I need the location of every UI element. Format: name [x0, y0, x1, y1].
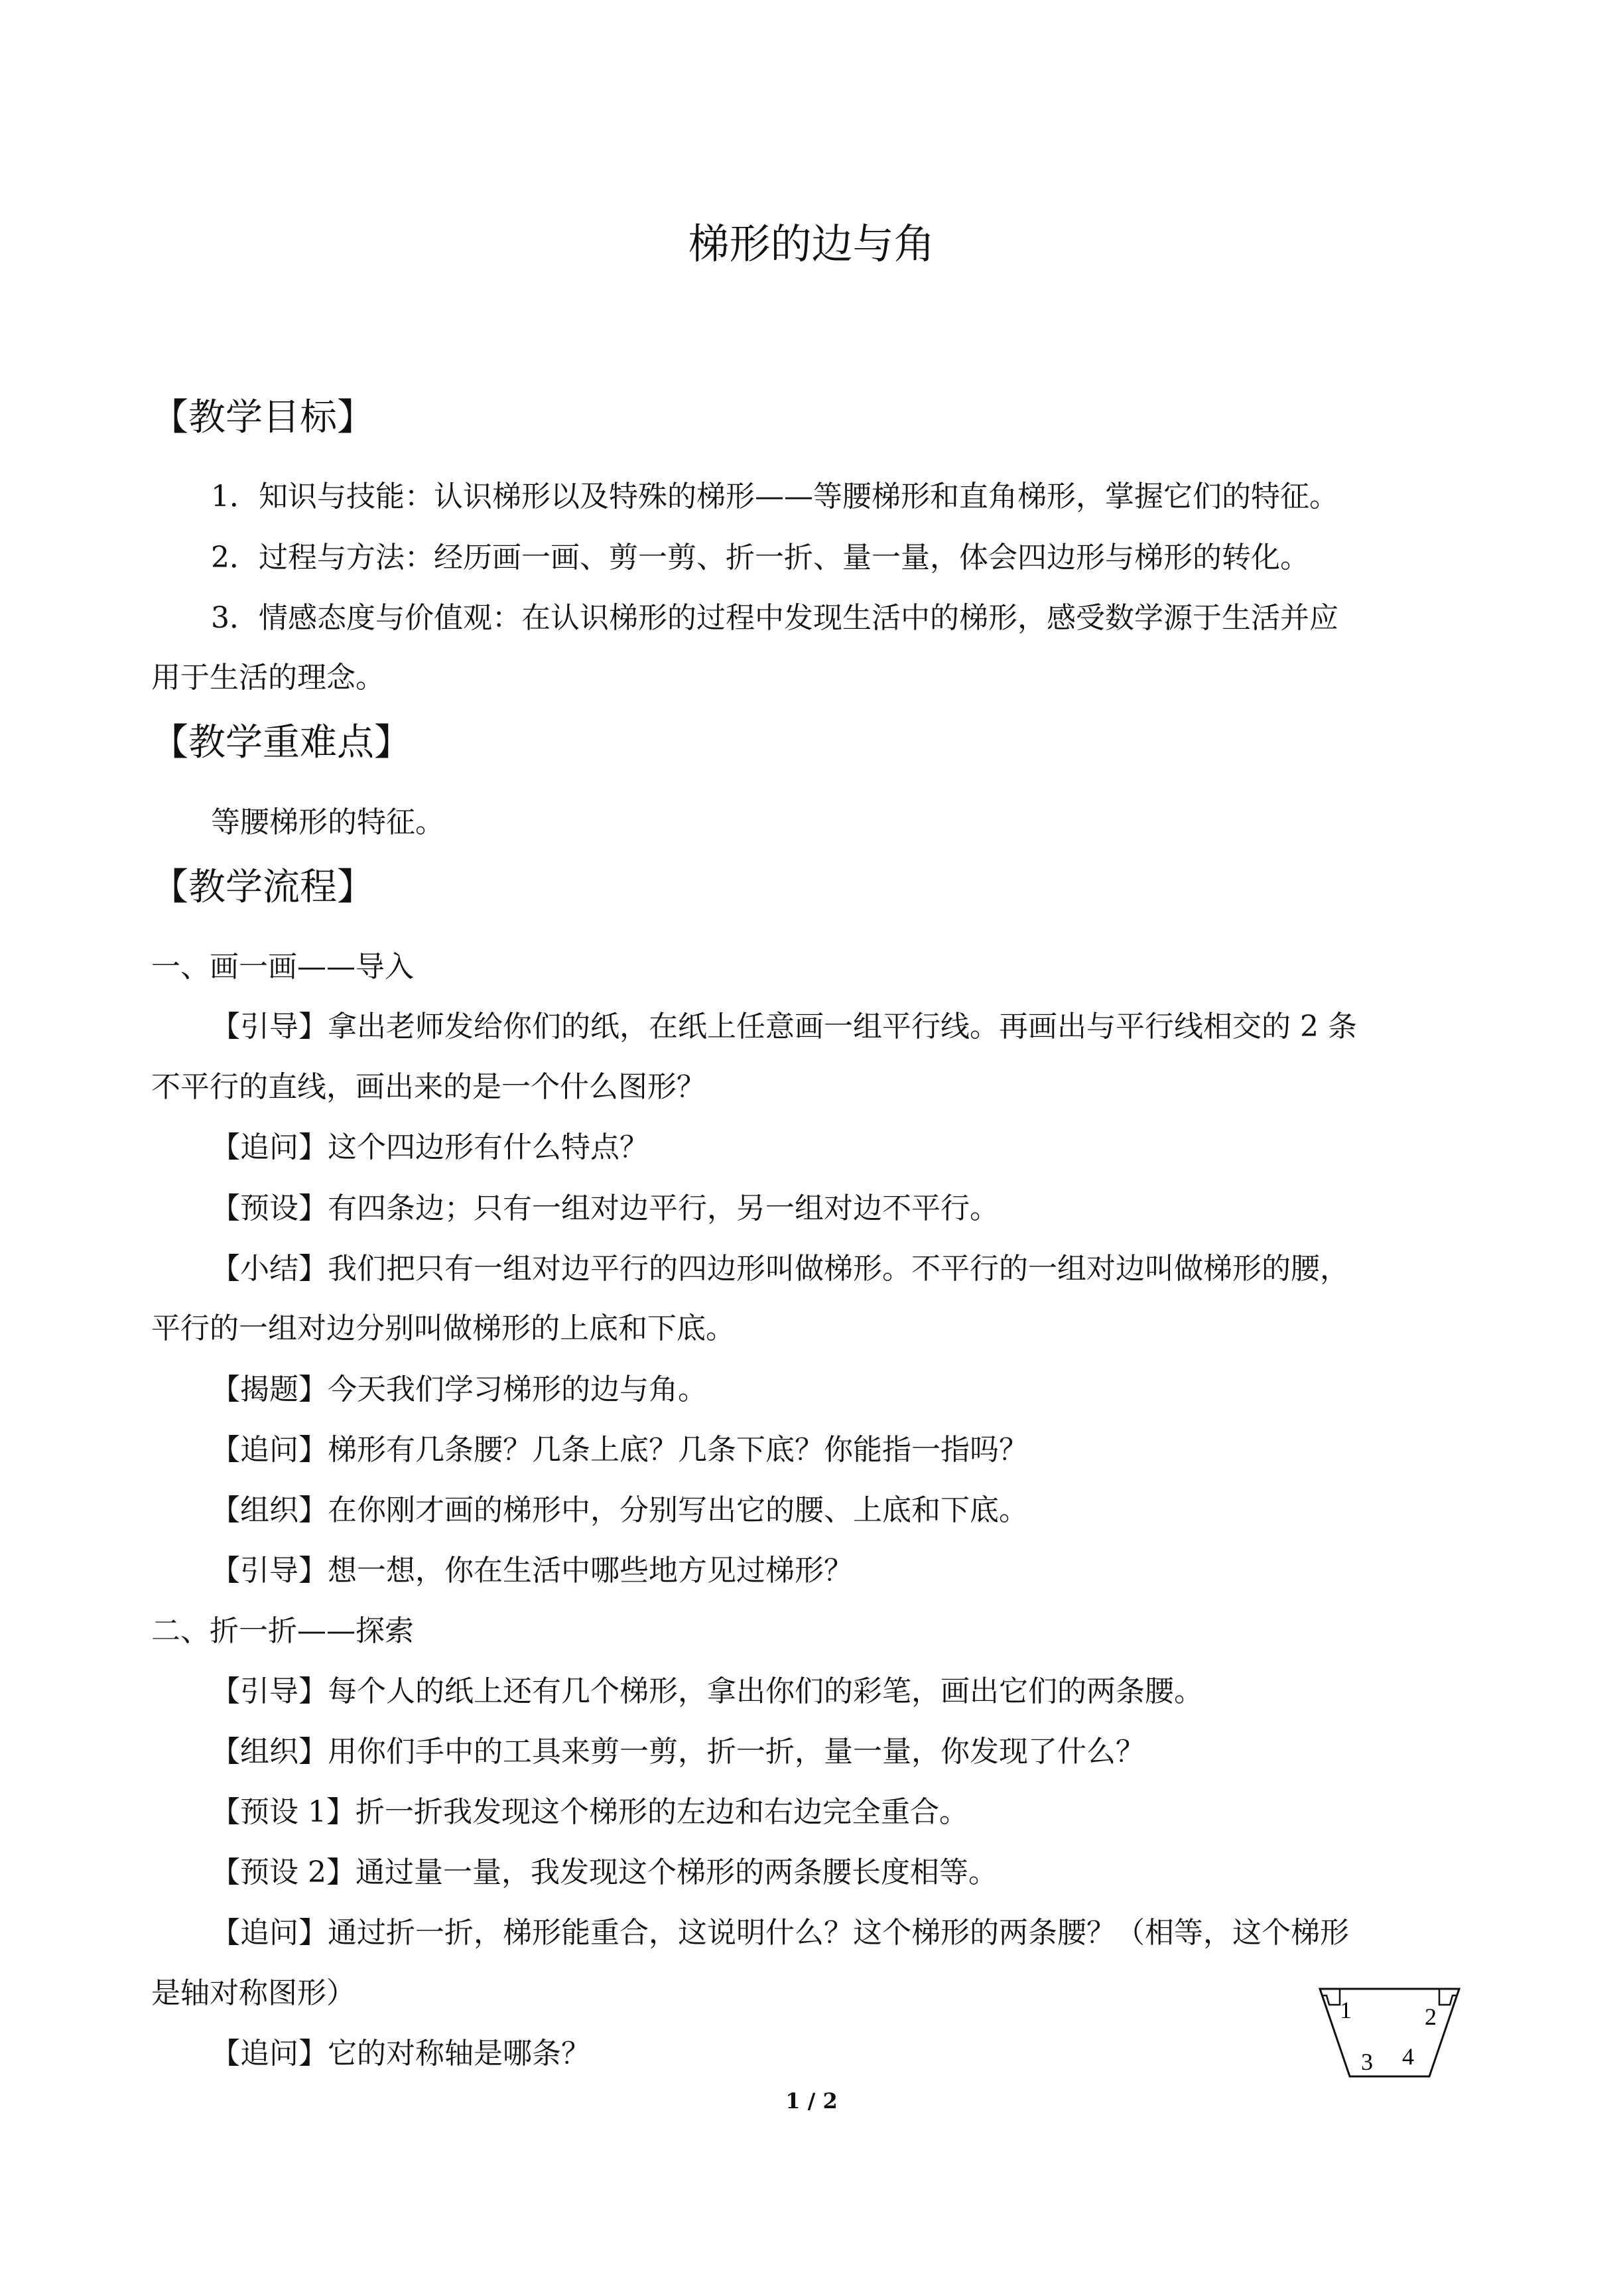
part-2-line: 【追问】它的对称轴是哪条？ — [211, 2037, 590, 2070]
goal-3-line-1: 3．情感态度与价值观：在认识梯形的过程中发现生活中的梯形，感受数学源于生活并应 — [211, 601, 1338, 635]
angle-label: 1 — [1340, 1997, 1352, 2023]
section-heading-process: 【教学流程】 — [151, 866, 374, 909]
part-1-line: 【引导】拿出老师发给你们的纸，在纸上任意画一组平行线。再画出与平行线相交的 2 条 — [211, 1010, 1357, 1044]
angle-label: 4 — [1402, 2043, 1414, 2070]
part-1-line: 不平行的直线，画出来的是一个什么图形？ — [151, 1070, 706, 1104]
part-2-heading: 二、折一折——探索 — [151, 1614, 414, 1648]
angle-label: 2 — [1425, 2003, 1437, 2030]
part-1-line: 【揭题】今天我们学习梯形的边与角。 — [211, 1373, 707, 1406]
keypoints-text: 等腰梯形的特征。 — [211, 805, 444, 839]
part-2-line: 是轴对称图形） — [151, 1976, 356, 2010]
part-1-line: 平行的一组对边分别叫做梯形的上底和下底。 — [151, 1312, 735, 1345]
part-1-line: 【组织】在你刚才画的梯形中，分别写出它的腰、上底和下底。 — [211, 1493, 1028, 1527]
part-1-line: 【预设】有四条边；只有一组对边平行，另一组对边不平行。 — [211, 1191, 999, 1225]
part-1-heading: 一、画一画——导入 — [151, 950, 414, 984]
section-heading-goals: 【教学目标】 — [151, 396, 374, 439]
page-title: 梯形的边与角 — [688, 220, 935, 268]
part-2-line: 【引导】每个人的纸上还有几个梯形，拿出你们的彩笔，画出它们的两条腰。 — [211, 1674, 1203, 1708]
part-1-line: 【追问】这个四边形有什么特点？ — [211, 1130, 649, 1164]
trapezoid-figure — [1313, 1984, 1466, 2083]
part-2-line: 【预设 1】折一折我发现这个梯形的左边和右边完全重合。 — [211, 1795, 968, 1829]
angle-label: 3 — [1361, 2049, 1373, 2075]
part-1-line: 【引导】想一想，你在生活中哪些地方见过梯形？ — [211, 1554, 853, 1587]
part-2-line: 【追问】通过折一折，梯形能重合，这说明什么？这个梯形的两条腰？（相等，这个梯形 — [211, 1916, 1349, 1950]
page-number: 1 / 2 — [785, 2088, 838, 2114]
part-1-line: 【小结】我们把只有一组对边平行的四边形叫做梯形。不平行的一组对边叫做梯形的腰， — [211, 1252, 1349, 1286]
section-heading-keypoints: 【教学重难点】 — [151, 721, 411, 764]
goal-3-line-2: 用于生活的理念。 — [151, 661, 385, 695]
part-1-line: 【追问】梯形有几条腰？几条上底？几条下底？你能指一指吗？ — [211, 1433, 1028, 1467]
part-2-line: 【组织】用你们手中的工具来剪一剪，折一折，量一量，你发现了什么？ — [211, 1735, 1145, 1769]
goal-2: 2．过程与方法：经历画一画、剪一剪、折一折、量一量，体会四边形与梯形的转化。 — [211, 541, 1309, 574]
part-2-line: 【预设 2】通过量一量，我发现这个梯形的两条腰长度相等。 — [211, 1856, 998, 1889]
goal-1: 1．知识与技能：认识梯形以及特殊的梯形——等腰梯形和直角梯形，掌握它们的特征。 — [211, 480, 1338, 513]
